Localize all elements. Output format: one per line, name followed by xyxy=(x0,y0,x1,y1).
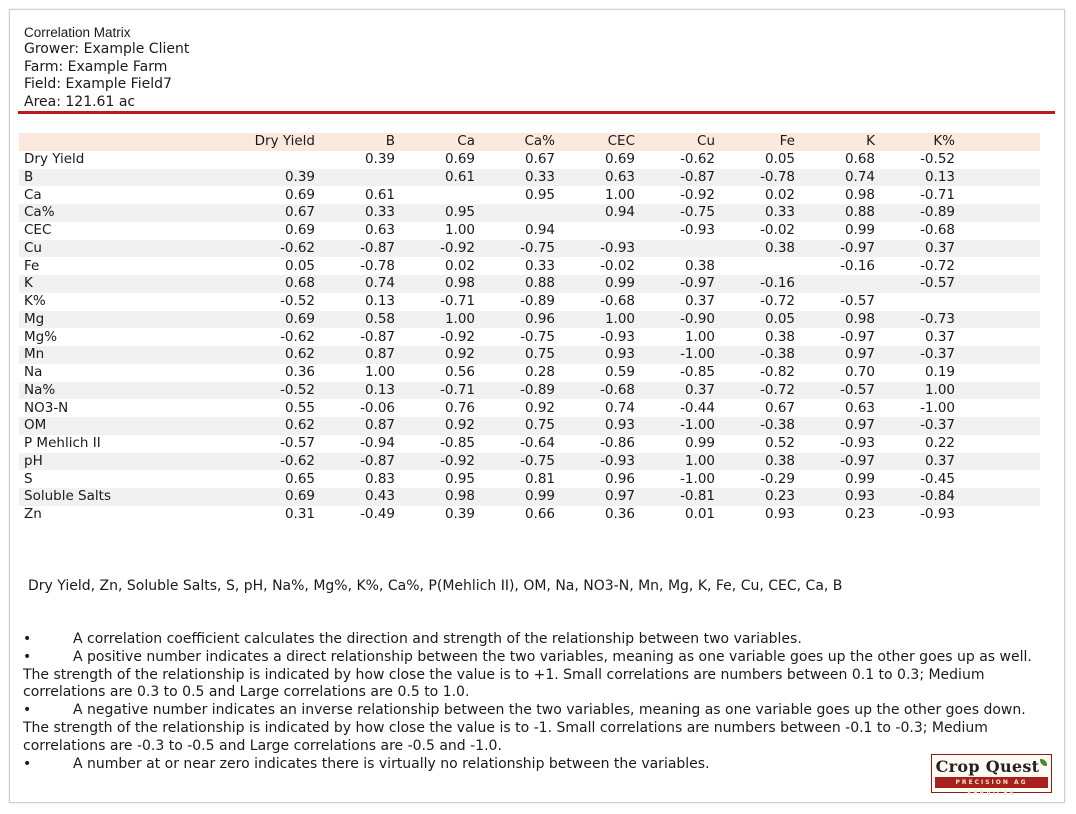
correlation-cell xyxy=(875,293,955,311)
column-header: Fe xyxy=(779,133,795,150)
correlation-cell: -0.45 xyxy=(920,470,955,487)
correlation-cell: 0.33 xyxy=(764,204,795,221)
correlation-cell: -0.37 xyxy=(920,417,955,434)
correlation-cell: 0.93 xyxy=(604,346,635,363)
correlation-cell: 0.38 xyxy=(684,257,715,274)
correlation-cell: 0.33 xyxy=(524,257,555,274)
report-header xyxy=(24,24,189,111)
corner-cell xyxy=(19,133,235,151)
correlation-cell: 0.88 xyxy=(844,204,875,221)
correlation-cell: 0.13 xyxy=(924,168,955,185)
correlation-cell: 1.00 xyxy=(364,364,395,381)
row-label: Mg% xyxy=(24,328,58,345)
correlation-cell: 0.93 xyxy=(604,417,635,434)
correlation-cell: -0.62 xyxy=(680,151,715,168)
correlation-cell: 0.92 xyxy=(444,417,475,434)
table-row xyxy=(19,417,1040,435)
column-header: Ca xyxy=(457,133,475,150)
correlation-cell: 0.68 xyxy=(844,151,875,168)
correlation-cell: 0.92 xyxy=(444,346,475,363)
row-label: NO3-N xyxy=(24,399,69,416)
correlation-cell: 0.95 xyxy=(444,204,475,221)
header-divider xyxy=(18,111,1055,114)
column-header: CEC xyxy=(607,133,635,150)
correlation-cell xyxy=(715,257,795,275)
correlation-cell: 0.19 xyxy=(924,364,955,381)
correlation-cell xyxy=(475,204,555,222)
note-item xyxy=(23,756,1043,774)
correlation-cell: -0.02 xyxy=(600,257,635,274)
row-pad-cell xyxy=(955,222,1040,240)
correlation-cell: -0.78 xyxy=(360,257,395,274)
correlation-cell: -0.72 xyxy=(760,381,795,398)
correlation-cell: -0.92 xyxy=(440,452,475,469)
correlation-cell: 0.37 xyxy=(684,293,715,310)
column-header: K% xyxy=(933,133,955,150)
table-row xyxy=(19,382,1040,400)
correlation-cell: -0.16 xyxy=(840,257,875,274)
correlation-cell: 0.36 xyxy=(604,506,635,523)
correlation-cell: -0.38 xyxy=(760,346,795,363)
correlation-cell: -0.97 xyxy=(840,452,875,469)
correlation-cell: 0.74 xyxy=(844,168,875,185)
row-label: Na% xyxy=(24,381,56,398)
correlation-cell: -0.75 xyxy=(520,328,555,345)
correlation-cell: -0.72 xyxy=(920,257,955,274)
correlation-cell: 0.93 xyxy=(764,506,795,523)
bullet-icon: • xyxy=(23,631,32,647)
notes-list xyxy=(23,631,1043,773)
bullet-icon: • xyxy=(23,702,32,719)
correlation-cell: -0.64 xyxy=(520,435,555,452)
correlation-cell: -0.62 xyxy=(280,452,315,469)
correlation-cell: -0.93 xyxy=(600,452,635,469)
correlation-cell: -0.97 xyxy=(840,328,875,345)
correlation-cell: -0.89 xyxy=(520,381,555,398)
table-row xyxy=(19,311,1040,329)
row-pad-cell xyxy=(955,311,1040,329)
correlation-cell: 0.97 xyxy=(844,417,875,434)
row-label: Mg xyxy=(24,310,45,327)
correlation-cell: -0.97 xyxy=(680,275,715,292)
correlation-cell: -0.52 xyxy=(920,151,955,168)
correlation-cell: -0.73 xyxy=(920,310,955,327)
row-label: OM xyxy=(24,417,47,434)
row-pad-cell xyxy=(955,169,1040,187)
correlation-cell: -0.92 xyxy=(440,239,475,256)
correlation-cell: -0.93 xyxy=(600,239,635,256)
table-row xyxy=(19,346,1040,364)
correlation-cell: 0.95 xyxy=(444,470,475,487)
correlation-cell: -0.84 xyxy=(920,488,955,505)
row-pad-cell xyxy=(955,417,1040,435)
note-text: A positive number indicates a direct relationship between the two variables, meaning as one variable goes up the other goes up as well. The strength of the relationship is indicated by how close the value is to +1. Small correlations are numbers between 0.1 to 0.3; Medium correlations are 0.3 to 0.5 and Large correlations are 0.5 to 1.0. xyxy=(23,648,1032,701)
table-row xyxy=(19,488,1040,506)
correlation-cell: -0.29 xyxy=(760,470,795,487)
row-pad-cell xyxy=(955,151,1040,169)
table-row xyxy=(19,328,1040,346)
correlation-cell: -0.89 xyxy=(920,204,955,221)
row-label: K xyxy=(24,275,33,292)
correlation-cell: -0.68 xyxy=(600,293,635,310)
correlation-cell: 0.94 xyxy=(524,222,555,239)
correlation-cell: 0.56 xyxy=(444,364,475,381)
row-pad-cell xyxy=(955,275,1040,293)
row-pad-cell xyxy=(955,453,1040,471)
correlation-cell: 0.75 xyxy=(524,346,555,363)
row-label: Ca xyxy=(24,186,42,203)
correlation-cell: 0.96 xyxy=(524,310,555,327)
correlation-cell: 0.98 xyxy=(844,186,875,203)
correlation-cell: 0.62 xyxy=(284,346,315,363)
row-label: Soluble Salts xyxy=(24,488,111,505)
correlation-cell: 0.67 xyxy=(764,399,795,416)
row-label: Na xyxy=(24,364,43,381)
correlation-cell: -0.57 xyxy=(840,381,875,398)
correlation-cell: -0.93 xyxy=(600,328,635,345)
correlation-cell: 0.96 xyxy=(604,470,635,487)
correlation-cell: -0.75 xyxy=(680,204,715,221)
column-header: Ca% xyxy=(524,133,555,150)
row-label: B xyxy=(24,168,34,185)
correlation-cell: 0.69 xyxy=(284,186,315,203)
row-pad-cell xyxy=(955,240,1040,258)
row-label: Dry Yield xyxy=(24,151,85,168)
correlation-cell: 0.98 xyxy=(444,275,475,292)
correlation-cell: 0.39 xyxy=(364,151,395,168)
correlation-cell: -0.87 xyxy=(360,328,395,345)
correlation-cell: 0.62 xyxy=(284,417,315,434)
correlation-cell: -0.57 xyxy=(840,293,875,310)
table-row xyxy=(19,240,1040,258)
correlation-cell: 1.00 xyxy=(444,222,475,239)
row-label: K% xyxy=(24,293,46,310)
column-header: B xyxy=(385,133,395,150)
area-line: Area: 121.61 ac xyxy=(24,93,136,110)
row-label: Ca% xyxy=(24,204,55,221)
row-pad-cell xyxy=(955,328,1040,346)
correlation-cell: 0.13 xyxy=(364,293,395,310)
correlation-cell: -0.68 xyxy=(920,222,955,239)
logo-tagline: PRECISION AG SERVICES xyxy=(935,777,1048,788)
note-text: A correlation coefficient calculates the direction and strength of the relationship between two variables. xyxy=(73,631,802,647)
bullet-icon: • xyxy=(23,648,32,665)
correlation-cell: -0.72 xyxy=(760,293,795,310)
correlation-cell: -1.00 xyxy=(680,470,715,487)
correlation-cell: 0.66 xyxy=(524,506,555,523)
correlation-cell: 0.23 xyxy=(844,506,875,523)
note-text: A negative number indicates an inverse relationship between the two variables, meaning as one variable goes up the other goes down. The strength of the relationship is indicated by how close the value is to -1. Small correlations are numbers between -0.1 to -0.3; Medium correlations are -0.3 to -0.5 and Large correlations are -0.5 and -1.0. xyxy=(23,702,1026,754)
correlation-cell: 0.97 xyxy=(604,488,635,505)
table-row xyxy=(19,453,1040,471)
row-pad-cell xyxy=(955,382,1040,400)
correlation-cell: 0.38 xyxy=(764,452,795,469)
correlation-cell: 0.01 xyxy=(684,506,715,523)
row-label: CEC xyxy=(24,222,52,239)
correlation-cell: 0.98 xyxy=(444,488,475,505)
grower-line: Grower: Example Client xyxy=(24,41,190,57)
correlation-cell: -0.49 xyxy=(360,506,395,523)
correlation-cell: 1.00 xyxy=(444,310,475,327)
correlation-cell: -0.71 xyxy=(440,293,475,310)
correlation-cell: 0.23 xyxy=(764,488,795,505)
correlation-cell: 0.63 xyxy=(604,168,635,185)
note-item xyxy=(23,649,1043,702)
correlation-cell: -0.82 xyxy=(760,364,795,381)
correlation-cell: -0.75 xyxy=(520,452,555,469)
correlation-cell: -0.85 xyxy=(440,435,475,452)
correlation-cell: -0.93 xyxy=(840,435,875,452)
correlation-cell: 0.02 xyxy=(764,186,795,203)
correlation-cell: -0.87 xyxy=(360,452,395,469)
row-label: Fe xyxy=(24,257,40,274)
correlation-cell: 0.99 xyxy=(524,488,555,505)
correlation-cell: 0.36 xyxy=(284,364,315,381)
row-label: Zn xyxy=(24,506,42,523)
correlation-cell: 0.28 xyxy=(524,364,555,381)
row-label: S xyxy=(24,470,33,487)
row-label: Cu xyxy=(24,239,42,256)
correlation-cell: 0.63 xyxy=(364,222,395,239)
correlation-cell: 0.70 xyxy=(844,364,875,381)
correlation-cell: 0.61 xyxy=(364,186,395,203)
correlation-cell: 0.37 xyxy=(924,452,955,469)
correlation-cell: 0.95 xyxy=(524,186,555,203)
correlation-cell: 1.00 xyxy=(684,328,715,345)
correlation-cell: 0.93 xyxy=(844,488,875,505)
correlation-cell: 0.05 xyxy=(764,310,795,327)
correlation-cell: 0.59 xyxy=(604,364,635,381)
correlation-cell: 0.33 xyxy=(364,204,395,221)
bullet-icon: • xyxy=(23,755,32,772)
correlation-cell xyxy=(315,169,395,187)
correlation-cell: -0.78 xyxy=(760,168,795,185)
correlation-cell: -0.93 xyxy=(680,222,715,239)
correlation-cell: 0.81 xyxy=(524,470,555,487)
correlation-cell: 0.99 xyxy=(844,222,875,239)
table-row xyxy=(19,186,1040,204)
correlation-cell: 0.74 xyxy=(364,275,395,292)
correlation-cell: 0.55 xyxy=(284,399,315,416)
report-title: Correlation Matrix xyxy=(24,25,131,40)
row-pad-cell xyxy=(955,346,1040,364)
correlation-cell: 0.31 xyxy=(284,506,315,523)
correlation-cell: 0.87 xyxy=(364,346,395,363)
correlation-cell: -0.93 xyxy=(920,506,955,523)
correlation-cell: -0.02 xyxy=(760,222,795,239)
correlation-cell xyxy=(235,151,315,169)
correlation-cell: 0.05 xyxy=(764,151,795,168)
table-row xyxy=(19,169,1040,187)
correlation-cell: -0.81 xyxy=(680,488,715,505)
correlation-cell: 0.13 xyxy=(364,381,395,398)
correlation-cell: -0.68 xyxy=(600,381,635,398)
correlation-cell: -0.57 xyxy=(280,435,315,452)
correlation-cell: -0.71 xyxy=(920,186,955,203)
correlation-cell xyxy=(395,186,475,204)
correlation-cell: 0.05 xyxy=(284,257,315,274)
correlation-cell: 0.37 xyxy=(684,381,715,398)
variable-order-line: Dry Yield, Zn, Soluble Salts, S, pH, Na%, Mg%, K%, Ca%, P(Mehlich II), OM, Na, NO3-N, Mn, Mg, K, Fe, Cu, CEC, Ca, B xyxy=(28,578,843,594)
correlation-cell: -0.52 xyxy=(280,293,315,310)
correlation-cell: 0.58 xyxy=(364,310,395,327)
correlation-cell: 0.97 xyxy=(844,346,875,363)
correlation-cell xyxy=(795,275,875,293)
correlation-cell: -1.00 xyxy=(680,346,715,363)
correlation-cell: 0.99 xyxy=(684,435,715,452)
table-row xyxy=(19,470,1040,488)
correlation-table xyxy=(19,133,1040,524)
correlation-cell: 0.02 xyxy=(444,257,475,274)
correlation-cell xyxy=(555,222,635,240)
correlation-cell: -0.97 xyxy=(840,239,875,256)
correlation-cell: 0.69 xyxy=(284,310,315,327)
correlation-cell: -0.16 xyxy=(760,275,795,292)
correlation-cell: 1.00 xyxy=(604,310,635,327)
correlation-cell: -0.52 xyxy=(280,381,315,398)
table-body xyxy=(19,151,1040,524)
correlation-cell: -1.00 xyxy=(680,417,715,434)
correlation-cell: 0.83 xyxy=(364,470,395,487)
table-row xyxy=(19,222,1040,240)
row-pad-cell xyxy=(955,186,1040,204)
correlation-cell: -0.85 xyxy=(680,364,715,381)
logo-name: Crop Quest xyxy=(935,757,1040,776)
table-row xyxy=(19,293,1040,311)
correlation-cell: 0.99 xyxy=(604,275,635,292)
row-pad-cell xyxy=(955,435,1040,453)
column-header: Cu xyxy=(697,133,715,150)
table-row xyxy=(19,257,1040,275)
correlation-cell: 0.69 xyxy=(284,222,315,239)
table-row xyxy=(19,506,1040,524)
correlation-cell: 0.67 xyxy=(284,204,315,221)
correlation-cell: 1.00 xyxy=(924,381,955,398)
row-pad-cell xyxy=(955,488,1040,506)
note-item xyxy=(23,702,1043,755)
correlation-cell: -0.44 xyxy=(680,399,715,416)
correlation-cell: -0.62 xyxy=(280,239,315,256)
correlation-cell: 0.43 xyxy=(364,488,395,505)
farm-line: Farm: Example Farm xyxy=(24,58,168,75)
column-header: Dry Yield xyxy=(254,133,315,150)
correlation-cell: 0.94 xyxy=(604,204,635,221)
correlation-cell: 0.98 xyxy=(844,310,875,327)
header-pad-cell xyxy=(955,133,1040,151)
table-row xyxy=(19,275,1040,293)
table-row xyxy=(19,399,1040,417)
correlation-cell: -0.87 xyxy=(360,239,395,256)
correlation-cell: 1.00 xyxy=(684,452,715,469)
correlation-cell: 0.88 xyxy=(524,275,555,292)
correlation-cell: 0.74 xyxy=(604,399,635,416)
correlation-cell: -0.92 xyxy=(440,328,475,345)
correlation-cell xyxy=(635,240,715,258)
row-pad-cell xyxy=(955,257,1040,275)
correlation-cell: 0.61 xyxy=(444,168,475,185)
note-text: A number at or near zero indicates there is virtually no relationship between the variables. xyxy=(73,755,710,772)
row-label: Mn xyxy=(24,346,45,363)
correlation-cell: -0.57 xyxy=(920,275,955,292)
correlation-cell: 0.75 xyxy=(524,417,555,434)
correlation-cell: -0.87 xyxy=(680,168,715,185)
row-pad-cell xyxy=(955,293,1040,311)
correlation-cell: 0.87 xyxy=(364,417,395,434)
table-row xyxy=(19,151,1040,169)
table-row xyxy=(19,364,1040,382)
row-pad-cell xyxy=(955,506,1040,524)
correlation-cell: 0.63 xyxy=(844,399,875,416)
correlation-cell: 0.39 xyxy=(284,168,315,185)
correlation-cell: 0.22 xyxy=(924,435,955,452)
correlation-cell: -0.90 xyxy=(680,310,715,327)
correlation-cell: 0.33 xyxy=(524,168,555,185)
correlation-cell: -0.89 xyxy=(520,293,555,310)
correlation-cell: -0.37 xyxy=(920,346,955,363)
row-pad-cell xyxy=(955,204,1040,222)
correlation-cell: -0.92 xyxy=(680,186,715,203)
correlation-cell: -0.06 xyxy=(360,399,395,416)
row-label: pH xyxy=(24,452,43,469)
correlation-cell: -0.71 xyxy=(440,381,475,398)
correlation-cell: -1.00 xyxy=(920,399,955,416)
row-label: P Mehlich II xyxy=(24,435,101,452)
correlation-cell: 0.69 xyxy=(284,488,315,505)
correlation-cell: 0.99 xyxy=(844,470,875,487)
correlation-cell: 0.39 xyxy=(444,506,475,523)
correlation-cell: 0.65 xyxy=(284,470,315,487)
correlation-cell: 0.92 xyxy=(524,399,555,416)
correlation-cell: -0.75 xyxy=(520,239,555,256)
correlation-cell: 1.00 xyxy=(604,186,635,203)
table-header-row xyxy=(19,133,1040,151)
note-item xyxy=(23,631,1043,649)
correlation-cell: 0.69 xyxy=(604,151,635,168)
correlation-cell: -0.94 xyxy=(360,435,395,452)
correlation-cell: 0.38 xyxy=(764,328,795,345)
logo-wordmark xyxy=(932,757,1051,777)
correlation-cell: 0.37 xyxy=(924,328,955,345)
table-row xyxy=(19,435,1040,453)
correlation-cell: 0.68 xyxy=(284,275,315,292)
correlation-cell: -0.38 xyxy=(760,417,795,434)
crop-quest-logo xyxy=(931,754,1052,797)
row-pad-cell xyxy=(955,470,1040,488)
correlation-cell: 0.76 xyxy=(444,399,475,416)
correlation-cell: 0.38 xyxy=(764,239,795,256)
correlation-cell: -0.62 xyxy=(280,328,315,345)
correlation-cell: 0.52 xyxy=(764,435,795,452)
table-row xyxy=(19,204,1040,222)
row-pad-cell xyxy=(955,364,1040,382)
correlation-cell: 0.69 xyxy=(444,151,475,168)
column-header: K xyxy=(866,133,875,150)
row-pad-cell xyxy=(955,399,1040,417)
field-line: Field: Example Field7 xyxy=(24,76,172,92)
correlation-cell: 0.67 xyxy=(524,151,555,168)
leaf-icon xyxy=(1040,759,1047,766)
correlation-cell: 0.37 xyxy=(924,239,955,256)
correlation-cell: -0.86 xyxy=(600,435,635,452)
